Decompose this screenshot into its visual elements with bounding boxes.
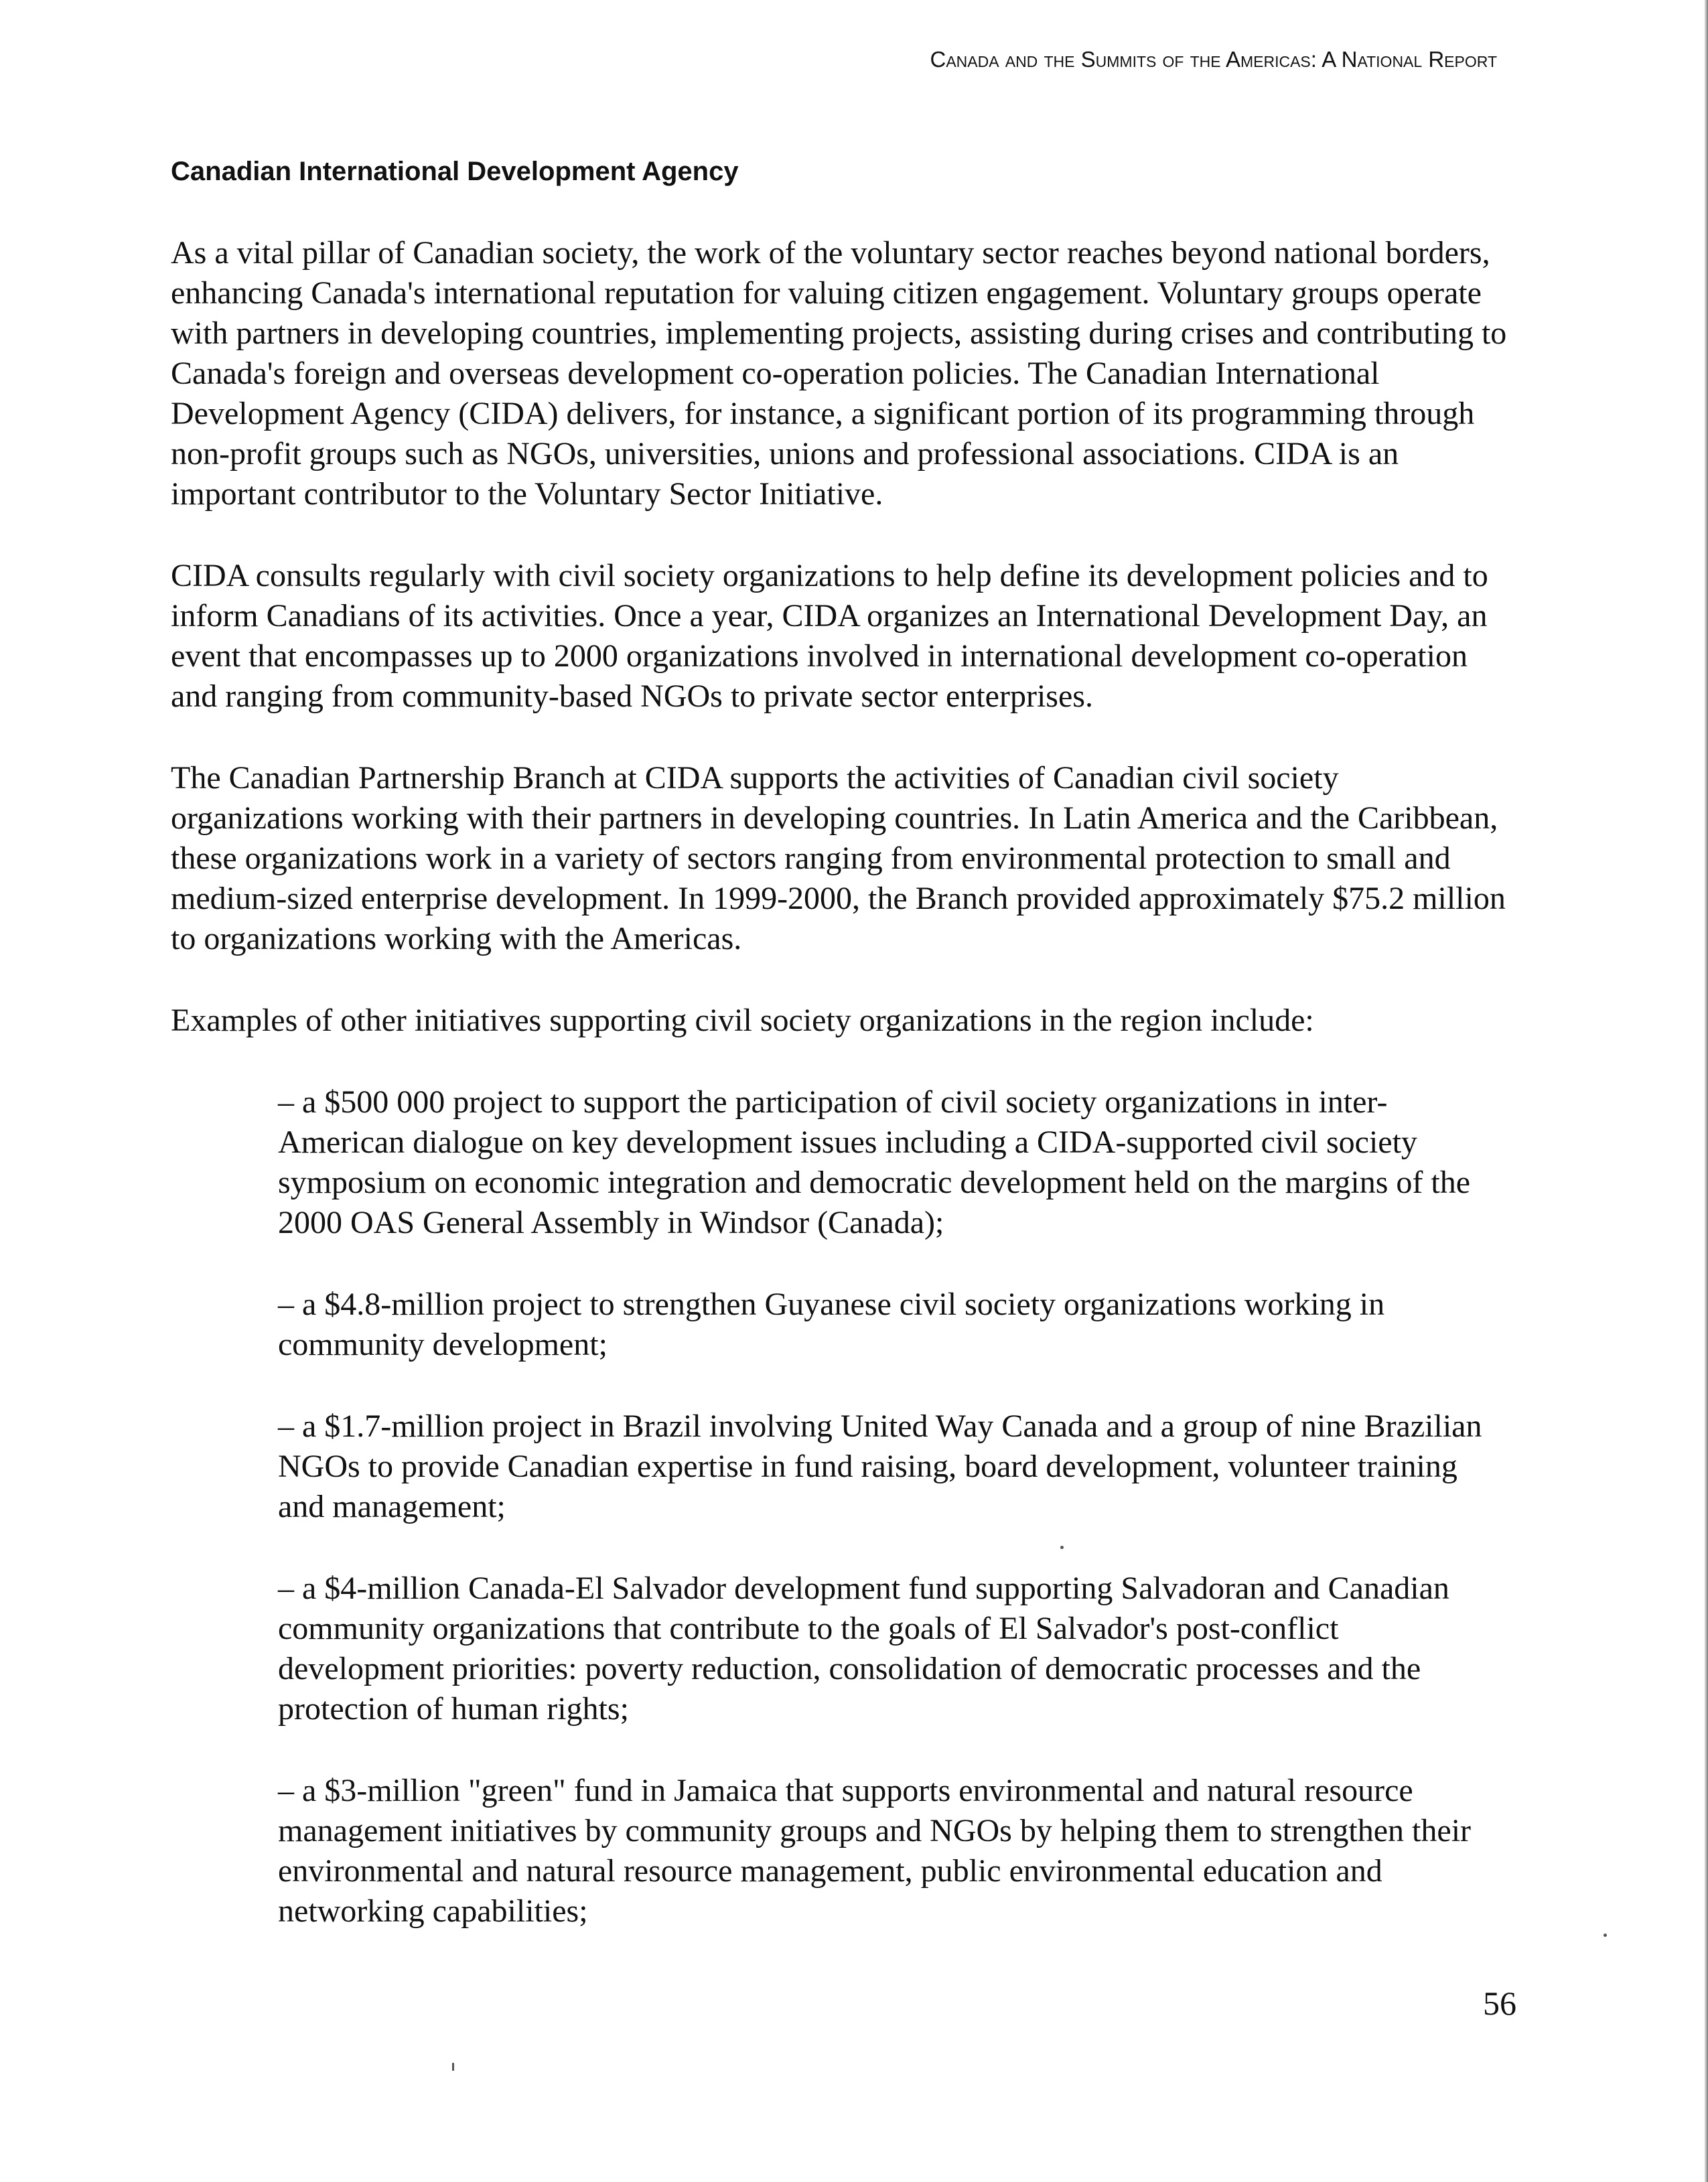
- page-body: [171, 155, 1510, 1973]
- list-item: – a $500 000 project to support the participation of civil society organizations in inter-American dialogue on key development issues including a CIDA-supported civil society symposium on economic integration and democratic development held on the margins of the 2000 OAS General Assembly in Windsor (Canada);: [278, 1084, 1471, 1240]
- initiatives-list: [171, 1082, 1510, 1932]
- scan-speck: [1060, 1546, 1064, 1549]
- paragraph-voluntary-sector: As a vital pillar of Canadian society, the work of the voluntary sector reaches beyond national borders, enhancing Canada's international reputation for valuing citizen engagement. Voluntary groups operate with partners in developing countries, implementing projects, assisting during crises and contributing to Canada's foreign and overseas development co-operation policies. The Canadian International Development Agency (CIDA) delivers, for instance, a significant portion of its programming through non-profit groups such as NGOs, universities, unions and professional associations. CIDA is an important contributor to the Voluntary Sector Initiative.: [171, 235, 1507, 512]
- list-item: – a $3-million "green" fund in Jamaica that supports environmental and natural resource management initiatives by community groups and NGOs by helping them to strengthen their environmental and natural resource management, public environmental education and networking capabilities;: [278, 1773, 1472, 1929]
- scan-edge-shadow: [1704, 0, 1708, 2182]
- page-number: 56: [1483, 1984, 1516, 2022]
- list-item: – a $4-million Canada-El Salvador development fund supporting Salvadoran and Canadian community organizations that contribute to the goals of El Salvador's post-conflict development priorities: poverty reduction, consolidation of democratic processes and the protection of human rights;: [278, 1571, 1449, 1727]
- paragraph-partnership-branch: The Canadian Partnership Branch at CIDA supports the activities of Canadian civil society organizations working with their partners in developing countries. In Latin America and the Caribbean, these organizations work in a variety of sectors ranging from environmental protection to small and medium-sized enterprise development. In 1999-2000, the Branch provided approximately $75.2 million to organizations working with the Americas.: [171, 760, 1506, 956]
- paragraph-cida-consults: CIDA consults regularly with civil society organizations to help define its development policies and to inform Canadians of its activities. Once a year, CIDA organizes an International Development Day, an event that encompasses up to 2000 organizations involved in international development co-operation and ranging from community-based NGOs to private sector enterprises.: [171, 558, 1488, 714]
- list-item: – a $4.8-million project to strengthen Guyanese civil society organizations working in community development;: [278, 1287, 1385, 1362]
- paragraph-examples-intro: Examples of other initiatives supporting civil society organizations in the region include:: [171, 1003, 1314, 1038]
- scan-speck: [452, 2063, 454, 2071]
- running-header: Canada and the Summits of the Americas: A National Report: [930, 47, 1497, 72]
- list-item: – a $1.7-million project in Brazil involving United Way Canada and a group of nine Brazilian NGOs to provide Canadian expertise in fund raising, board development, volunteer training and management;: [278, 1408, 1482, 1524]
- scan-speck: [1604, 1934, 1607, 1937]
- section-heading: Canadian International Development Agency: [171, 157, 739, 186]
